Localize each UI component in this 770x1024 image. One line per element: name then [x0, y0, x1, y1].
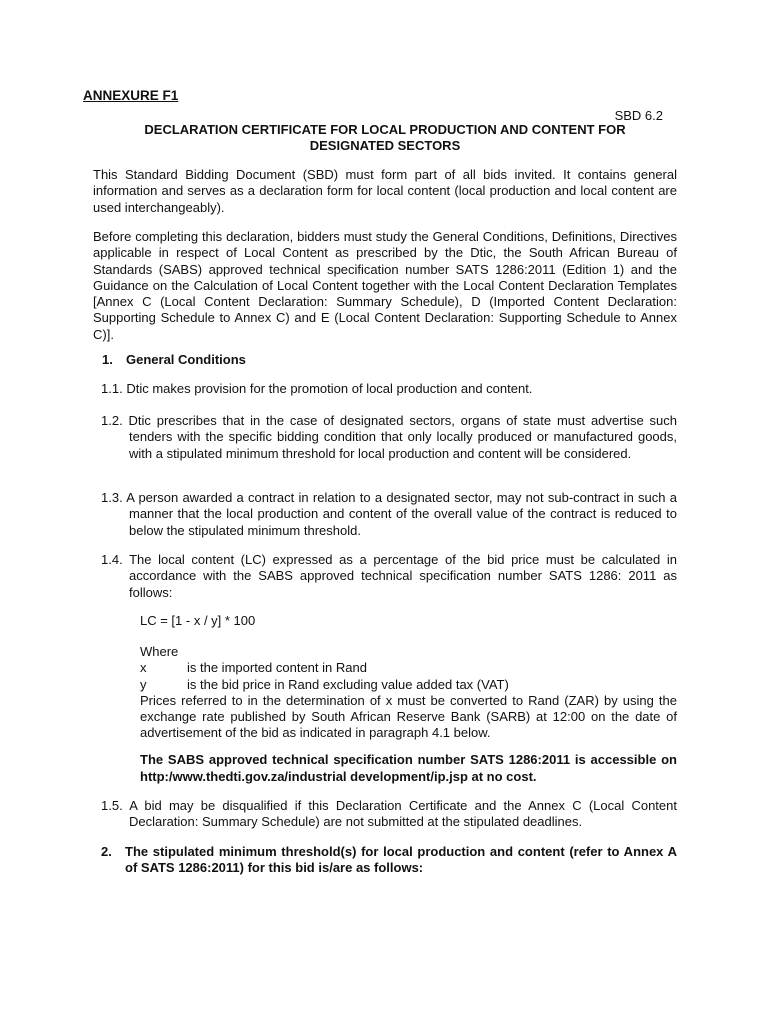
annexure-label: ANNEXURE F1 — [83, 88, 179, 103]
sabs-access-note: The SABS approved technical specification number SATS 1286:2011 is accessible on http:/www.thedti.gov.za/industrial development/ip.jsp at no cost. — [140, 752, 677, 784]
clause-number: 1.2. — [101, 413, 123, 428]
document-title — [93, 122, 677, 153]
clause-1-1 — [101, 381, 677, 397]
lc-formula: LC = [1 - x / y] * 100 — [140, 613, 256, 628]
var-x-desc: is the imported content in Rand — [187, 660, 367, 676]
section-1-heading — [102, 352, 246, 367]
clause-text: The local content (LC) expressed as a percentage of the bid price must be calculated in accordance with the SABS approved technical specification number SATS 1286: 2011 as follows: — [129, 552, 677, 600]
section-2-heading — [101, 844, 677, 877]
clause-text: Dtic prescribes that in the case of designated sectors, organs of state must advertise such tenders with the specific bidding condition that only locally produced or manufactured goods, with a stipulated minimum threshold for local production and content will be considered. — [128, 413, 677, 461]
clause-1-5 — [101, 798, 677, 831]
clause-number: 1.4. — [101, 552, 123, 567]
title-line-2: DESIGNATED SECTORS — [309, 137, 461, 153]
where-label: Where — [140, 644, 179, 659]
section-2-number: 2. — [101, 844, 112, 859]
clause-number: 1.3. — [101, 490, 123, 505]
clause-text: A bid may be disqualified if this Declaration Certificate and the Annex C (Local Content Declaration: Summary Schedule) are not submitted at the stipulated deadlines. — [129, 798, 677, 830]
clause-number: 1.5. — [101, 798, 123, 813]
formula-definitions — [140, 644, 677, 742]
exchange-rate-note: Prices referred to in the determination of x must be converted to Rand (ZAR) by using the exchange rate published by South African Reserve Bank (SARB) at 12:00 on the date of advertisement of the bid as indicated in paragraph 4.1 below. — [140, 692, 677, 741]
title-line-1: DECLARATION CERTIFICATE FOR LOCAL PRODUCTION AND CONTENT FOR — [144, 122, 626, 137]
clause-number: 1.1. — [101, 381, 123, 396]
clause-1-2 — [101, 413, 677, 462]
sbd-code: SBD 6.2 — [614, 108, 663, 123]
clause-1-4 — [101, 552, 677, 601]
intro-paragraph-1: This Standard Bidding Document (SBD) must form part of all bids invited. It contains general information and serves as a declaration form for local content (local production and local content are used interchangeably). — [93, 167, 677, 215]
section-1-number: 1. — [102, 352, 113, 367]
var-y: y — [140, 676, 147, 692]
clause-text: A person awarded a contract in relation to a designated sector, may not sub-contract in such a manner that the local production and content of the overall value of the contract is reduced to below the stipulated minimum threshold. — [126, 490, 677, 538]
clause-1-3 — [101, 490, 677, 539]
section-1-title: General Conditions — [126, 352, 246, 367]
clause-text: Dtic makes provision for the promotion of local production and content. — [126, 381, 533, 396]
var-x: x — [140, 660, 147, 676]
intro-paragraph-2: Before completing this declaration, bidders must study the General Conditions, Definitions, Directives applicable in respect of Local Content as prescribed by the Dtic, the South African Bureau of Standards (SABS) approved technical specification number SATS 1286:2011 (Edition 1) and the Guidance on the Calculation of Local Content together with the Local Content Declaration Templates [Annex C (Local Content Declaration: Summary Schedule), D (Imported Content Declaration: Supporting Schedule to Annex C) and E (Local Content Declaration: Supporting Schedule to Annex C)]. — [93, 229, 677, 342]
var-y-desc: is the bid price in Rand excluding value added tax (VAT) — [187, 676, 509, 692]
section-2-text: The stipulated minimum threshold(s) for local production and content (refer to Annex A of SATS 1286:2011) for this bid is/are as follows: — [125, 844, 677, 876]
